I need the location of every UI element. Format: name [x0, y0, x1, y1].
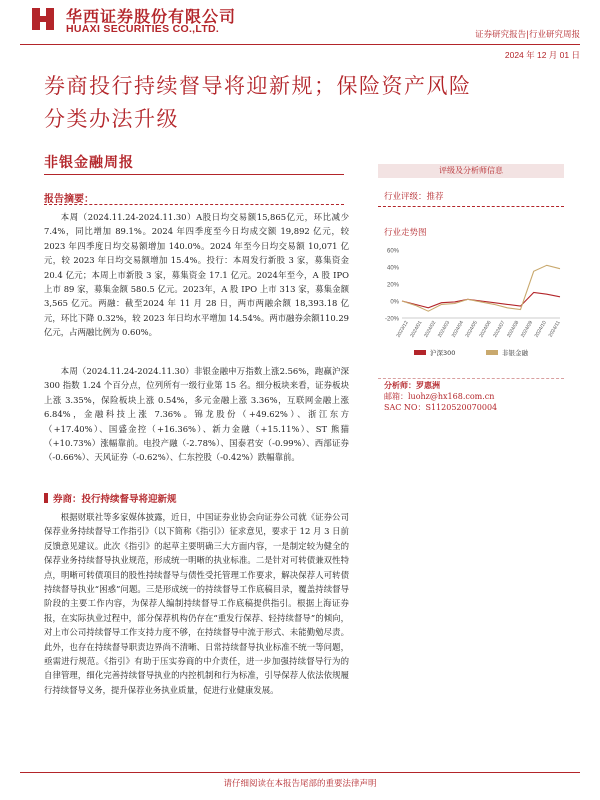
footer-rule [20, 772, 580, 773]
x-tick-label: 2024/04 [450, 320, 466, 339]
header-rule [20, 44, 580, 45]
section-title: 券商：投行持续督导将迎新规 [53, 494, 177, 505]
section-paragraph: 根据财联社等多家媒体披露，近日，中国证券业协会向证券公司就《证券公司保荐业务持续督导工作指引》（以下简称《指引》）征求意见，要求于 12 月 3 日前反馈意见建议。此次《指引》的起草主要明确三大方面内容，一是制定较为健全的保荐业务持续督导执业规范，形成统一明晰的执业标准。二是针对可转债兼双性特点，明晰可转债项目的股性持续督导与债性受托管理工作要求，解决保荐人可转债持续督导执业“困惑”问题。三是形成统一的持续督导工作底稿目录，覆盖持续督导阶段的主要工作内容，为保荐人编制持续督导工作底稿提供指引。根据上海证券报，在实际执业过程中，部分保荐机构仍存在“重发行保荐、轻持续督导”的倾向，对上市公司持续督导工作支持力度不够，在持续督导中流于形式、未能勤勉尽责。此外，也存在持续督导职责边界尚不清晰、日常持续督导执业标准不统一等问题，亟需进行规范。《指引》有助于压实券商的中介责任，进一步加强持续督导行为的自律管理，细化完善持续督导执业的内控机制和行为标准，引导保荐人依法依规履行持续督导义务，提升保荐业务执业质量，促进行业健康发展。 [44, 512, 349, 695]
sidebar-divider [378, 206, 564, 207]
x-tick-label: 2024/02 [423, 320, 438, 339]
y-tick-label: 40% [386, 265, 399, 272]
abstract-paragraph-1: 本周（2024.11.24-2024.11.30）A股日均交易额15,865亿元，环比减少 7.4%，同比增加 89.1%。2024 年四季度至今日均成交额 19,892 亿元，较 2023 年四季度日均交易额增加 140.0%。2024 年至今日均交易额 10,071 亿元，较 2023 年日均交易额增加 15.4%。投行：本周发行新股 3 家，募集资金20.4 亿元；本周上市新股 3 家，募集资金 17.1 亿元。2024年至今，A 股 IPO 上市 89 家，募集金额 580.5 亿元。2023年，A 股 IPO 上市 313 家，募集金额 3,565 亿元。两融：截至2024 年 11 月 28 日，两市两融余额 18,393.18 亿元，环比下降 0.32%，较 2023 年日均水平增加 14.54%。两市融券余额110.29 亿元，占两融比例为 0.60%。 [44, 212, 349, 338]
x-tick-label: 2024/08 [506, 320, 521, 339]
x-tick-label: 2024/05 [464, 320, 479, 339]
analyst-sac: SAC NO：S1120520070004 [384, 403, 498, 412]
series-line-hs300 [402, 293, 560, 308]
section-marker [44, 493, 48, 503]
series-line-nonbank [402, 265, 560, 311]
x-tick-label: 2023/12 [395, 320, 410, 339]
y-tick-label: 20% [386, 282, 399, 289]
industry-rating: 行业评级：推荐 [384, 192, 444, 202]
trend-chart-label: 行业走势图 [384, 228, 427, 238]
analyst-email[interactable]: 邮箱：luohz@hx168.com.cn [384, 392, 495, 401]
huaxi-logo-icon [28, 4, 58, 34]
x-tick-label: 2024/01 [409, 320, 424, 339]
analyst-info [384, 380, 497, 413]
y-tick-label: 0% [390, 299, 399, 306]
analyst-name: 分析师：罗惠洲 [384, 380, 440, 390]
analyst-divider [378, 378, 564, 379]
abstract-paragraph-2: 本周（2024.11.24-2024.11.30）非银金融申万指数上涨2.56%，跑赢沪深 300 指数 1.24 个百分点，位列所有一级行业第 15 名。细分板块来看，证券板块上涨 3.35%，保险板块上涨 0.54%，多元金融上涨 3.36%，互联网金融上涨 6.84%，金融科技上涨 7.36%。锦龙股份（+49.62%）、浙江东方（+17.40%）、国盛金控（+16.36%）、新力金融（+15.11%）、ST 熊猫（+10.73%）涨幅靠前。电投产融（-2.78%）、国泰君安（-0.99%）、西部证券（-0.66%）、天风证券（-0.62%）、仁东控股（-0.42%）跌幅靠前。 [44, 366, 349, 463]
legend-label: 非银金融 [502, 349, 528, 357]
abstract-heading: 报告摘要： [44, 194, 94, 205]
x-tick-label: 2024/07 [492, 320, 507, 339]
y-tick-label: -20% [384, 316, 399, 323]
section-heading [44, 489, 349, 505]
document-type: 证券研究报告|行业研究周报 [475, 30, 580, 40]
x-tick-label: 2024/11 [547, 320, 562, 339]
sidebar-heading: 评级及分析师信息 [378, 164, 564, 178]
header [20, 4, 580, 42]
legend-swatch [414, 350, 426, 355]
report-title [44, 70, 564, 136]
x-tick-label: 2024/03 [436, 320, 452, 339]
x-tick-label: 2024/06 [478, 320, 493, 339]
x-tick-label: 2024/10 [533, 320, 548, 339]
subtitle-rule [44, 174, 344, 175]
x-tick-label: 2024/09 [519, 320, 535, 339]
company-name-cn: 华西证券股份有限公司 [66, 7, 237, 26]
legend-label: 沪深300 [430, 349, 456, 357]
report-subtitle: 非银金融周报 [44, 155, 134, 171]
footer-notice: 请仔细阅读在本报告尾部的重要法律声明 [223, 779, 377, 789]
y-tick-label: 60% [386, 248, 399, 255]
title-line-1: 券商投行持续督导将迎新规；保险资产风险 [44, 74, 472, 98]
abstract-divider [44, 204, 344, 205]
trend-chart [374, 244, 566, 362]
title-line-2: 分类办法升级 [44, 107, 179, 131]
legend-swatch [486, 350, 498, 355]
report-date: 2024 年 12 月 01 日 [504, 50, 580, 60]
company-name-en: HUAXI SECURITIES CO.,LTD. [66, 23, 220, 35]
